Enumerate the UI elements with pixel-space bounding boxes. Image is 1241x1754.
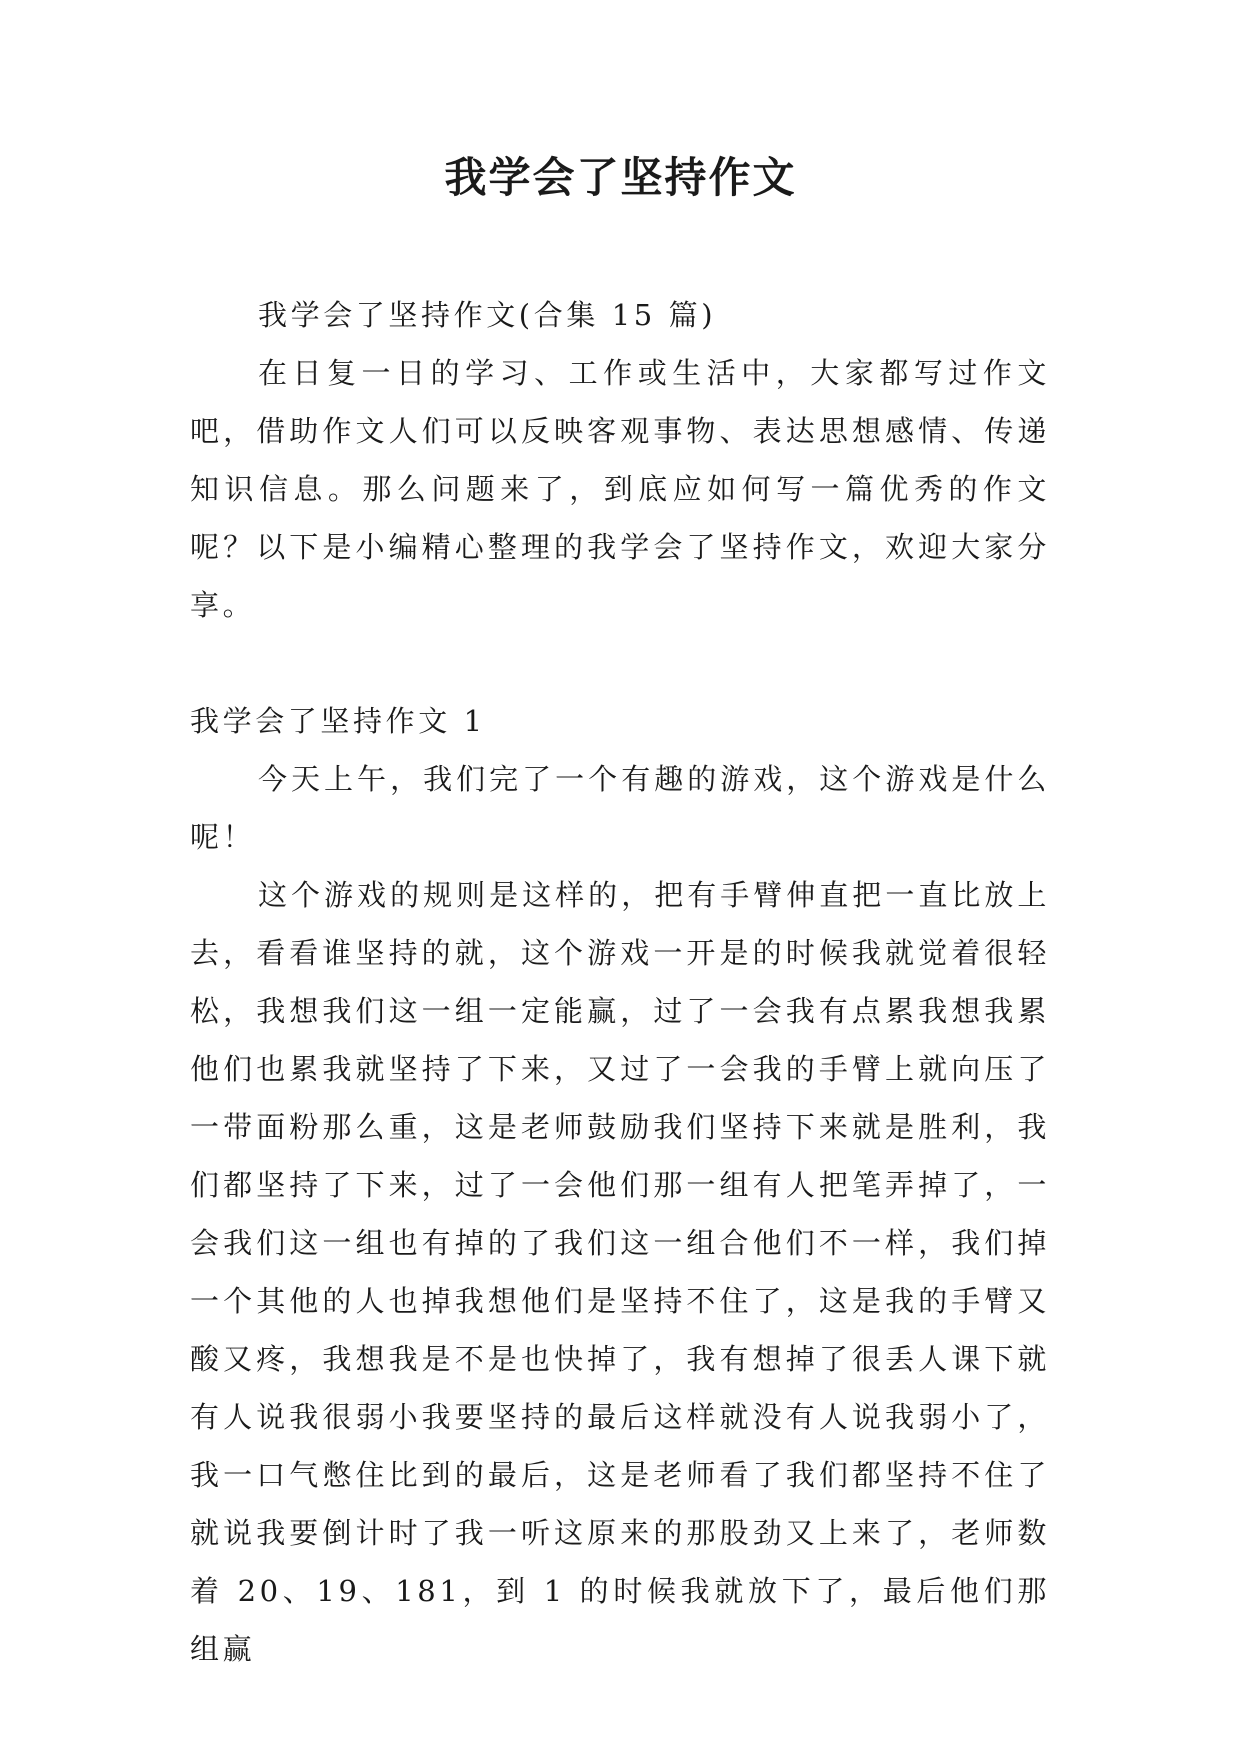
collection-subtitle: 我学会了坚持作文(合集 15 篇) [258, 298, 717, 332]
section-heading: 我学会了坚持作文 1 [190, 704, 486, 738]
document-body [190, 286, 1050, 1678]
body-paragraph: 今天上午，我们完了一个有趣的游戏，这个游戏是什么呢！ [190, 762, 1050, 854]
body-paragraph: 这个游戏的规则是这样的，把有手臂伸直把一直比放上去，看看谁坚持的就，这个游戏一开是的时候我就觉着很轻松，我想我们这一组一定能赢，过了一会我有点累我想我累他们也累我就坚持了下来，又过了一会我的手臂上就向压了一带面粉那么重，这是老师鼓励我们坚持下来就是胜利，我们都坚持了下来，过了一会他们那一组有人把笔弄掉了，一会我们这一组也有掉的了我们这一组合他们不一样，我们掉一个其他的人也掉我想他们是坚持不住了，这是我的手臂又酸又疼，我想我是不是也快掉了，我有想掉了很丢人课下就有人说我很弱小我要坚持的最后这样就没有人说我弱小了，我一口气憋住比到的最后，这是老师看了我们都坚持不住了就说我要倒计时了我一听这原来的那股劲又上来了，老师数着 20、19、181，到 1 的时候我就放下了，最后他们那组赢 [190, 878, 1050, 1666]
document-title: 我学会了坚持作文 [444, 153, 797, 202]
intro-paragraph: 在日复一日的学习、工作或生活中，大家都写过作文吧，借助作文人们可以反映客观事物、表达思想感情、传递知识信息。那么问题来了，到底应如何写一篇优秀的作文呢？以下是小编精心整理的我学会了坚持作文，欢迎大家分享。 [190, 356, 1050, 622]
